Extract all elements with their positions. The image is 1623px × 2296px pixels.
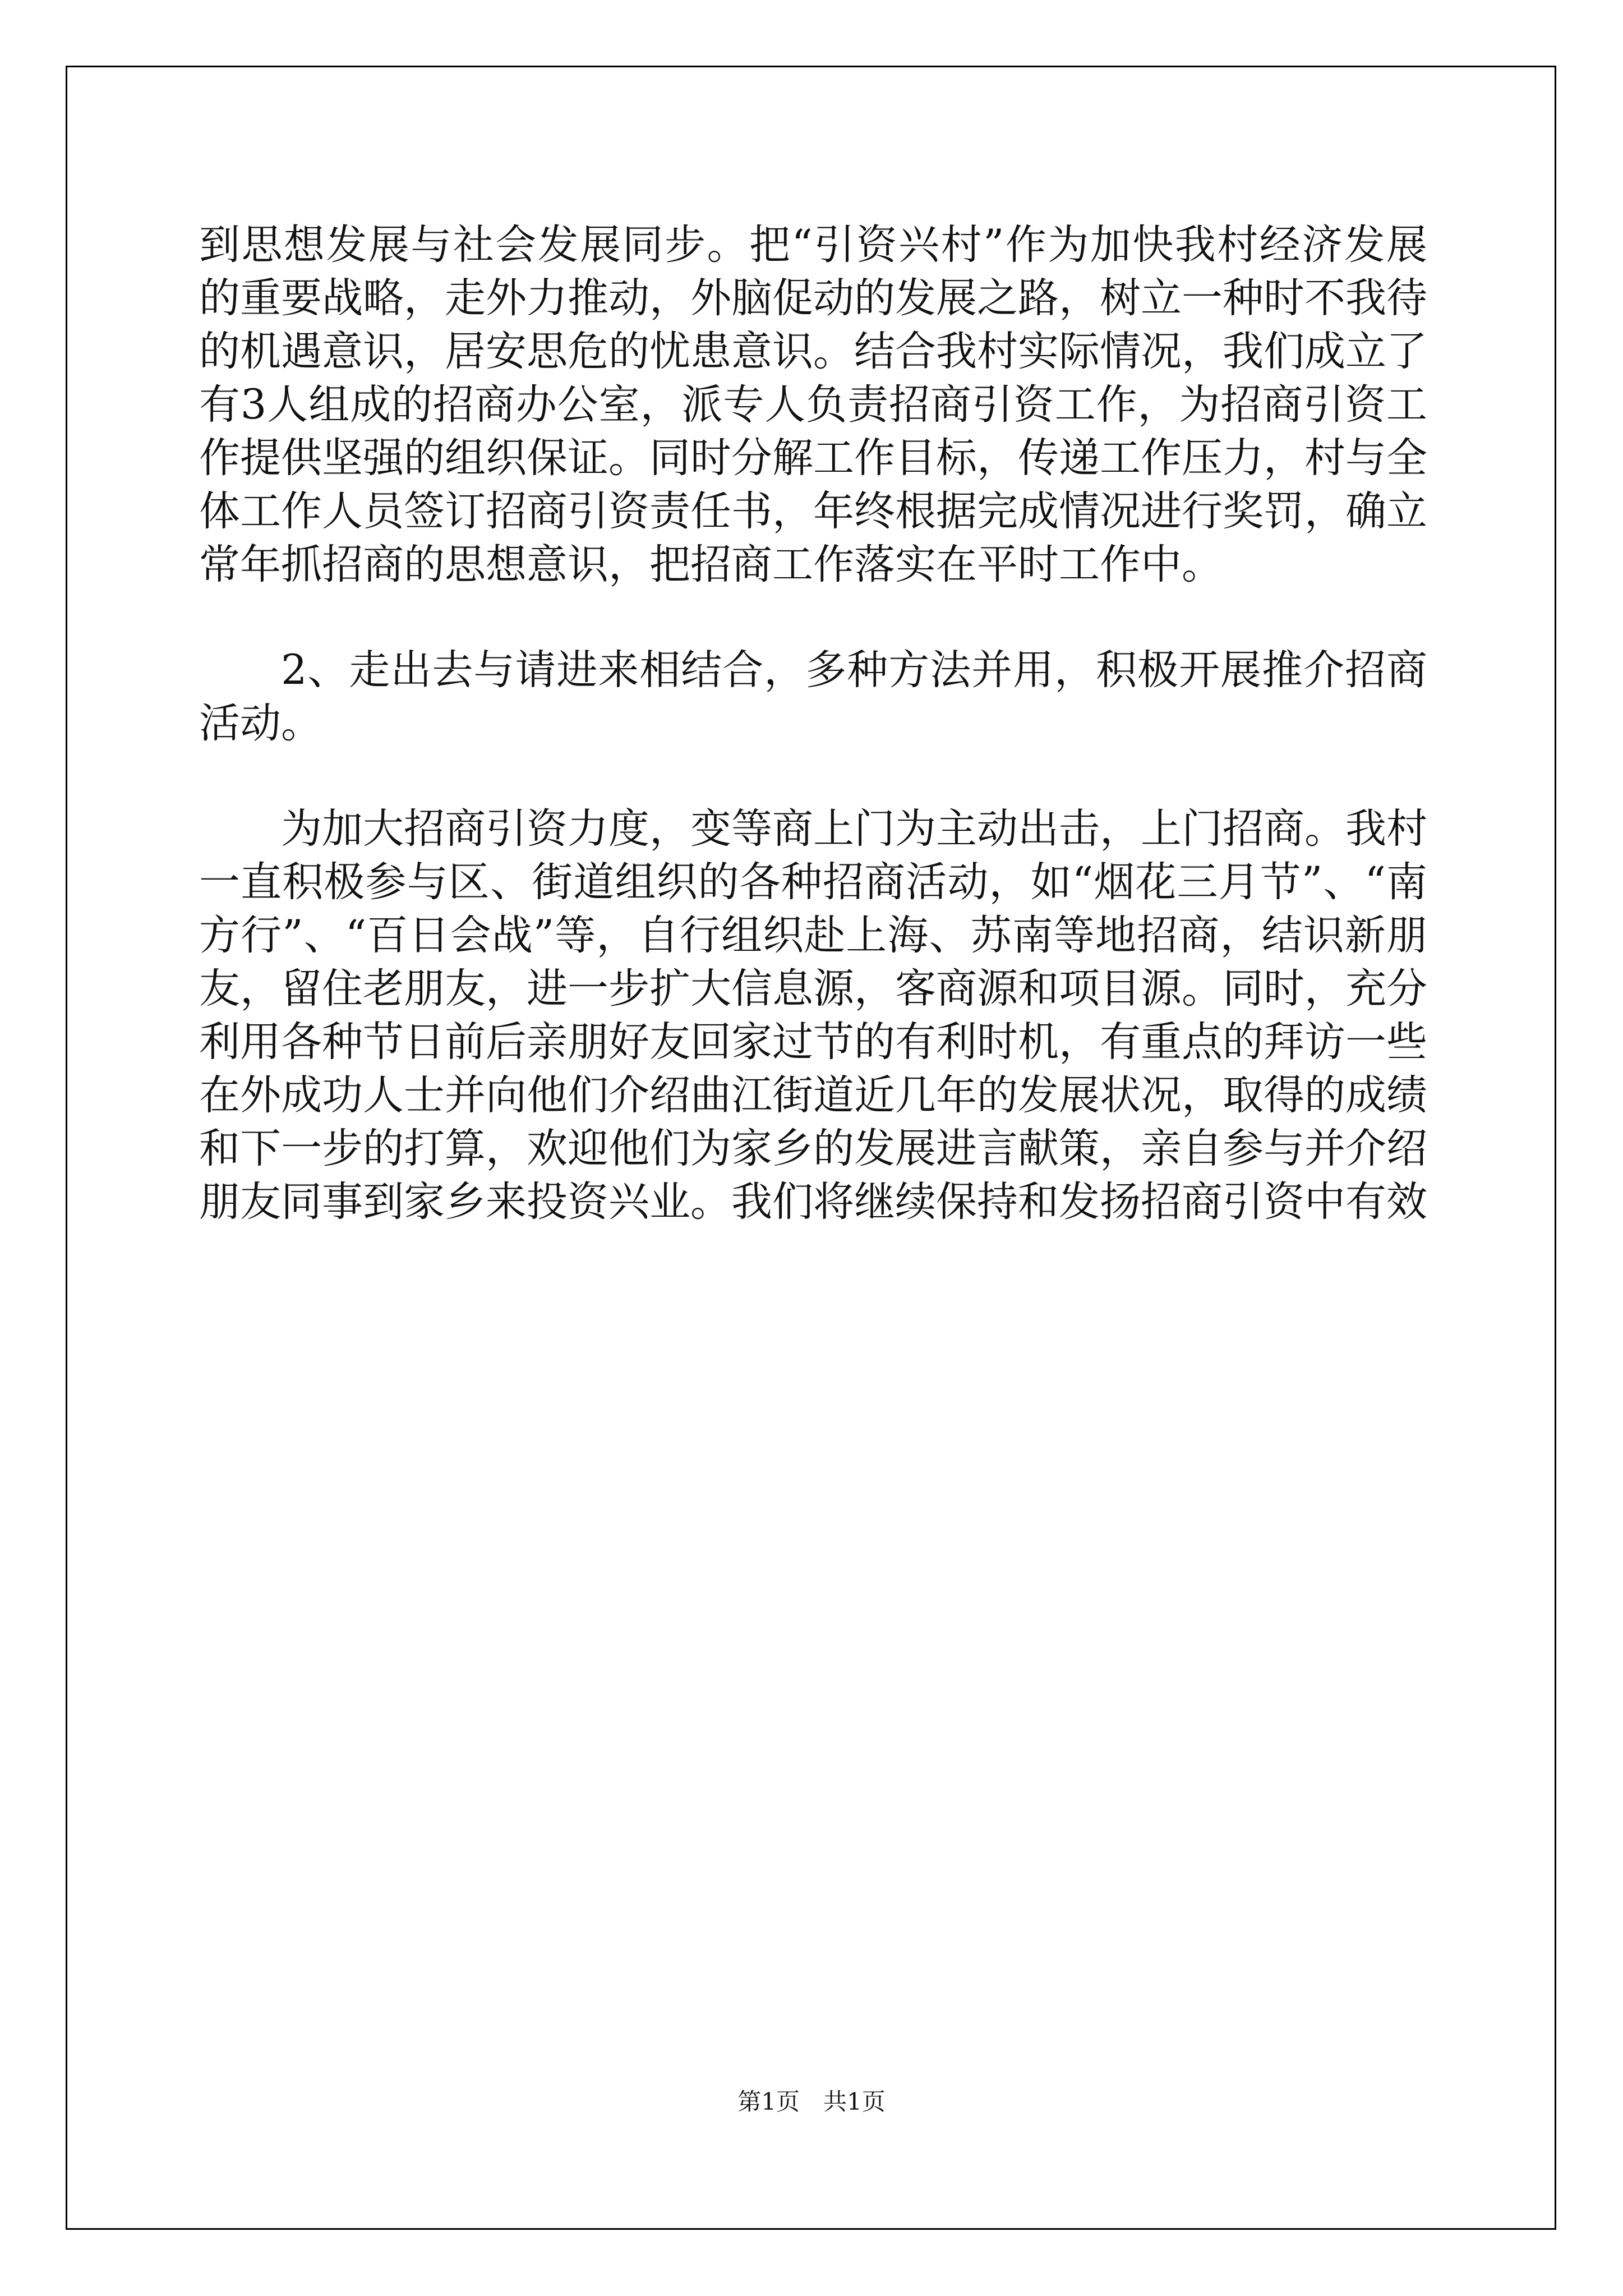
paragraph-2: 2、走出去与请进来相结合，多种方法并用，积极开展推介招商活动。 <box>199 646 1427 747</box>
document-body <box>199 218 1427 1281</box>
page-footer: 第1页 共1页 <box>737 2088 886 2115</box>
paragraph-3: 为加大招商引资力度，变等商上门为主动出击，上门招商。我村一直积极参与区、街道组织的各种招商活动，如“烟花三月节”、“南方行”、“百日会战”等，自行组织赴上海、苏南等地招商，结识新朋友，留住老朋友，进一步扩大信息源，客商源和项目源。同时，充分利用各种节日前后亲朋好友回家过节的有利时机，有重点的拜访一些在外成功人士并向他们介绍曲江街道近几年的发展状况，取得的成绩和下一步的打算，欢迎他们为家乡的发展进言献策，亲自参与并介绍朋友同事到家乡来投资兴业。我们将继续保持和发扬招商引资中有效 <box>199 805 1427 1226</box>
paragraph-1: 到思想发展与社会发展同步。把“引资兴村”作为加快我村经济发展的重要战略，走外力推动，外脑促动的发展之路，树立一种时不我待的机遇意识，居安思危的忧患意识。结合我村实际情况，我们成立了有3人组成的招商办公室，派专人负责招商引资工作，为招商引资工作提供坚强的组织保证。同时分解工作目标，传递工作压力，村与全体工作人员签订招商引资责任书，年终根据完成情况进行奖罚，确立常年抓招商的思想意识，把招商工作落实在平时工作中。 <box>199 221 1427 588</box>
